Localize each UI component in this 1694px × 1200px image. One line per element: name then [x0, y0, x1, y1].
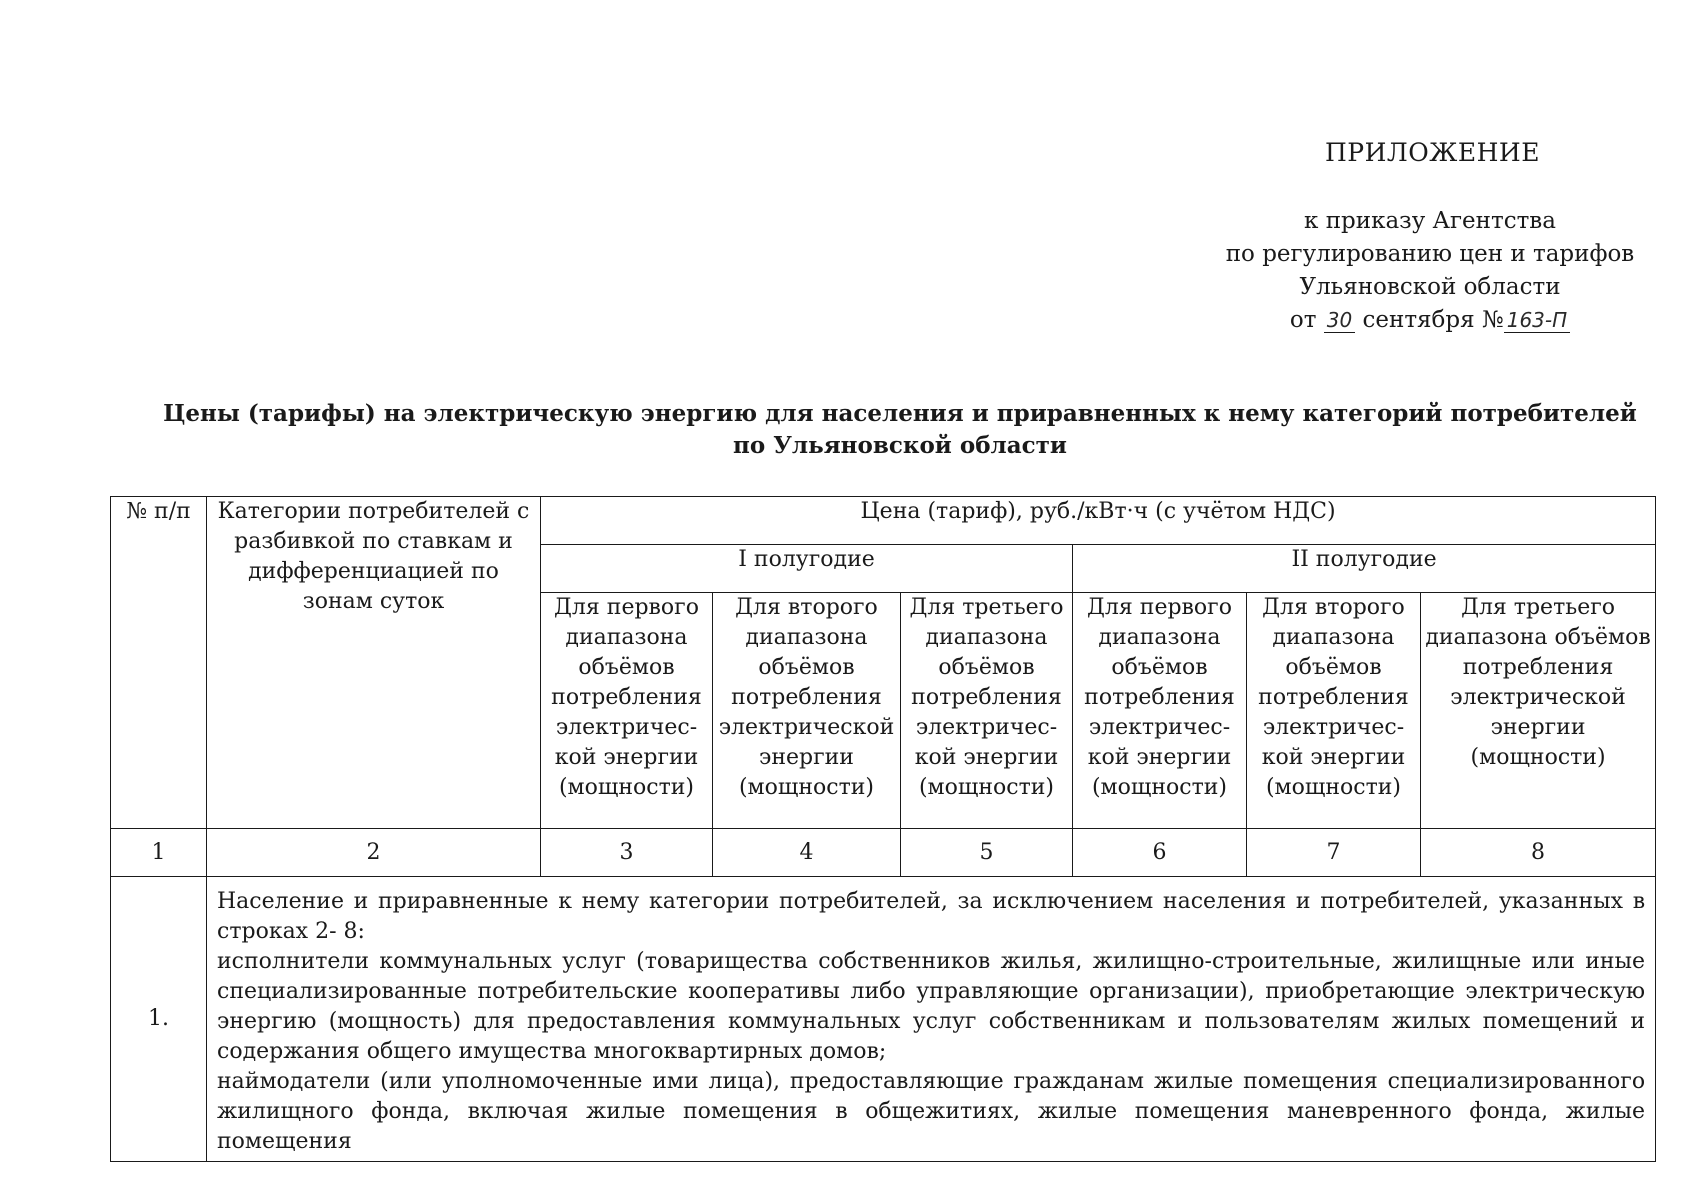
header-range-h1-third: Для третьего диапазона объёмов потребления электричес-кой энергии (мощности): [901, 593, 1073, 829]
column-number: 2: [207, 829, 541, 877]
header-range-h1-second: Для второго диапазона объёмов потребления электрической энергии (мощности): [713, 593, 901, 829]
order-ref-line-3: Ульяновской области: [1299, 274, 1561, 300]
row-paragraph: Население и приравненные к нему категории потребителей, за исключением населения и потребителей, указанных в строках 2- 8:: [217, 889, 1646, 944]
header-half-2: II полугодие: [1073, 545, 1656, 593]
document-title: [150, 398, 1650, 462]
order-ref-line-2: по регулированию цен и тарифов: [1225, 241, 1635, 267]
column-number: 5: [901, 829, 1073, 877]
header-category: Категории потребителей с разбивкой по ставкам и дифференциацией по зонам суток: [207, 497, 541, 829]
column-number-row: [111, 829, 1656, 877]
date-prefix: от: [1289, 307, 1317, 333]
row-paragraph: исполнители коммунальных услуг (товарищества собственников жилья, жилищно-строительные, жилищные или иные специализированные потребительские кооперативы либо управляющие организации), приобретающие электрическую энергию (мощность) для предоставления коммунальных услуг собственникам и пользователям жилых помещений и содержания общего имущества многоквартирных домов;: [217, 949, 1646, 1064]
column-number: 4: [713, 829, 901, 877]
handwritten-day: 30: [1324, 308, 1355, 333]
row-paragraph: наймодатели (или уполномоченные ими лица), предоставляющие гражданам жилые помещения специализированного жилищного фонда, включая жилые помещения в общежитиях, жилые помещения маневренного фонда, жилые помещения: [217, 1069, 1646, 1154]
header-row-price: [111, 497, 1656, 545]
date-month: сентября №: [1362, 307, 1504, 333]
header-range-h2-first: Для первого диапазона объёмов потребления электричес-кой энергии (мощности): [1073, 593, 1247, 829]
column-number: 1: [111, 829, 207, 877]
column-number: 6: [1073, 829, 1247, 877]
order-reference: [1210, 205, 1650, 337]
column-number: 8: [1421, 829, 1656, 877]
order-ref-line-1: к приказу Агентства: [1304, 208, 1556, 234]
title-line-1: Цены (тарифы) на электрическую энергию для населения и приравненных к нему категорий потребителей: [163, 400, 1637, 427]
appendix-heading: ПРИЛОЖЕНИЕ: [1325, 138, 1540, 167]
title-line-2: по Ульяновской области: [733, 432, 1067, 459]
column-number: 3: [541, 829, 713, 877]
order-date-line: [1210, 304, 1650, 337]
column-number: 7: [1247, 829, 1421, 877]
table-row: [111, 877, 1656, 1162]
row-category-text: [207, 877, 1656, 1162]
header-range-h2-second: Для второго диапазона объёмов потребления электричес-кой энергии (мощности): [1247, 593, 1421, 829]
header-range-h1-first: Для первого диапазона объёмов потребления электричес-кой энергии (мощности): [541, 593, 713, 829]
header-price: Цена (тариф), руб./кВт·ч (с учётом НДС): [541, 497, 1656, 545]
header-num: № п/п: [111, 497, 207, 829]
header-half-1: I полугодие: [541, 545, 1073, 593]
tariff-table: [110, 496, 1656, 1162]
row-number: 1.: [111, 877, 207, 1162]
handwritten-order-number: 163-П: [1504, 308, 1570, 333]
header-range-h2-third: Для третьего диапазона объёмов потребления электрической энергии (мощности): [1421, 593, 1656, 829]
